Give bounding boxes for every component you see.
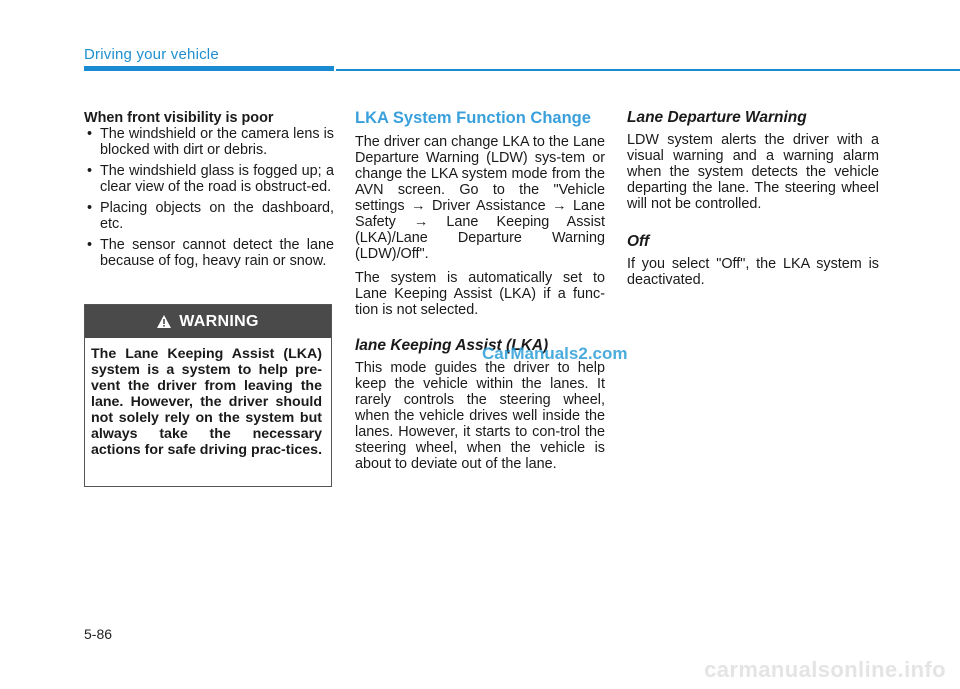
column-2 xyxy=(355,110,605,472)
lka-function-paragraph: The driver can change LKA to the Lane Departure Warning (LDW) sys-tem or change the LKA system mode from the AVN screen. Go to the "Vehicle settings → Driver Assistance → Lane Safety → Lane Keeping Assist (LKA)/Lane Departure Warning (LDW)/Off". xyxy=(355,134,605,262)
column-3 xyxy=(627,110,879,288)
warning-triangle-icon xyxy=(157,315,171,328)
header-rule-thick xyxy=(84,66,334,71)
lka-mode-heading: lane Keeping Assist (LKA) xyxy=(355,337,549,354)
list-item: • Placing objects on the dashboard, etc. xyxy=(87,200,334,232)
warning-header xyxy=(85,305,331,338)
column-1 xyxy=(84,110,334,274)
ldw-heading: Lane Departure Warning xyxy=(627,109,807,126)
page-number: 5-86 xyxy=(84,626,113,642)
bullet-icon: • xyxy=(87,126,93,142)
visibility-list xyxy=(84,126,334,269)
warning-title: WARNING xyxy=(179,312,259,330)
section-title: Driving your vehicle xyxy=(84,46,219,63)
lka-function-heading: LKA System Function Change xyxy=(355,109,591,127)
header-rule-thin xyxy=(336,69,960,71)
lka-default-paragraph: The system is automatically set to Lane Keeping Assist (LKA) if a func-tion is not selected. xyxy=(355,270,605,318)
bullet-icon: • xyxy=(87,200,93,216)
footer-watermark: carmanualsonline.info xyxy=(704,657,946,682)
list-item: • The windshield glass is fogged up; a clear view of the road is obstruct-ed. xyxy=(87,163,334,195)
warning-box xyxy=(84,304,332,487)
off-paragraph: If you select "Off", the LKA system is deactivated. xyxy=(627,256,879,288)
list-item: • The windshield or the camera lens is blocked with dirt or debris. xyxy=(87,126,334,158)
list-item: • The sensor cannot detect the lane because of fog, heavy rain or snow. xyxy=(87,237,334,269)
lka-mode-paragraph: This mode guides the driver to help keep the vehicle within the lanes. It rarely controls the steering wheel, when the vehicle drives well inside the lanes. However, it starts to con-trol the steering wheel, when the vehicle is about to deviate out of the lane. xyxy=(355,360,605,472)
ldw-paragraph: LDW system alerts the driver with a visual warning and a warning alarm when the system detects the vehicle departing the lane. The steering wheel will not be controlled. xyxy=(627,132,879,212)
visibility-heading: When front visibility is poor xyxy=(84,110,274,126)
watermark-text: CarManuals2.com xyxy=(482,344,628,363)
off-heading: Off xyxy=(627,233,650,250)
warning-text: The Lane Keeping Assist (LKA) system is a system to help pre-vent the driver from leaving the lane. However, the driver should not solely rely on the system but always take the necessary actions for safe driving prac-tices. xyxy=(91,346,323,458)
bullet-icon: • xyxy=(87,237,93,253)
bullet-icon: • xyxy=(87,163,93,179)
